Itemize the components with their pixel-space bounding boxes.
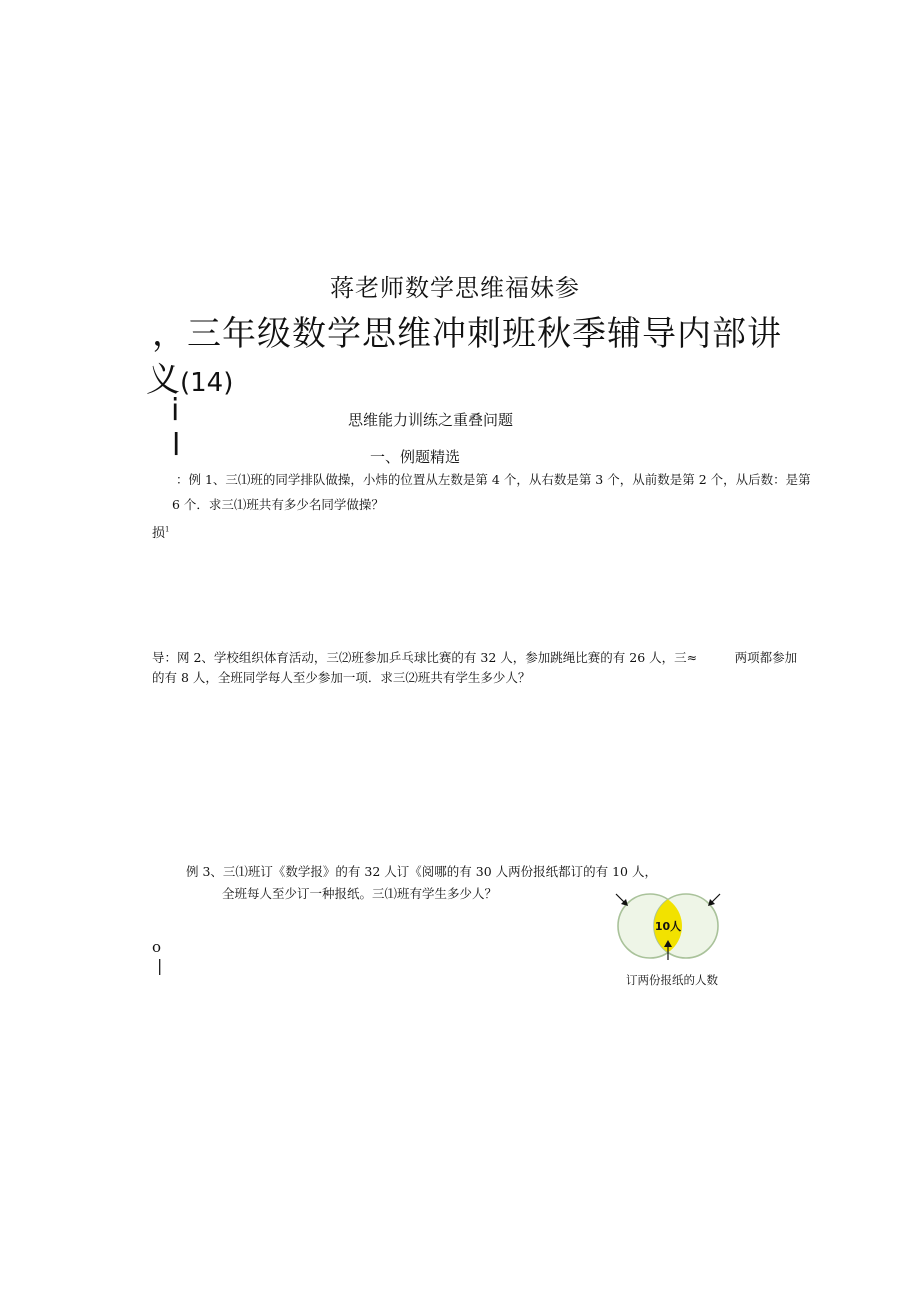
- arrow-left-icon: [616, 894, 628, 906]
- section-subtitle: 思维能力训练之重叠问题: [348, 411, 514, 429]
- note-superscript: 1: [165, 525, 170, 534]
- document-title-line1: ，三年级数学思维冲刺班秋季辅导内部讲: [152, 314, 782, 354]
- margin-mark-i: i: [171, 393, 180, 428]
- example-2-line1: 导：网 2、学校组织体育活动，三⑵班参加乒乓球比赛的有 32 人，参加跳绳比赛的有 26 人，三≈ 两项都参加: [152, 650, 798, 665]
- title-lesson-number: (14): [180, 368, 234, 398]
- example-2-line2: 的有 8 人，全班同学每人至少参加一项．求三⑵班共有学生多少人？: [152, 670, 531, 685]
- stray-note: [152, 522, 169, 541]
- venn-diagram: [612, 890, 724, 960]
- document-title-line2: [146, 352, 233, 401]
- title-line2-text: 义: [146, 360, 180, 400]
- margin-mark-o: o: [152, 938, 162, 956]
- page-header: 蒋老师数学思维福妹参: [330, 274, 580, 302]
- note-text: 损: [152, 526, 166, 541]
- venn-caption: 订两份报纸的人数: [626, 973, 718, 987]
- section-heading: 一、例题精选: [370, 448, 461, 466]
- venn-overlap-label: 10人: [654, 920, 682, 933]
- margin-mark-bar: |: [157, 956, 163, 975]
- example-3-line2: 全班每人至少订一种报纸。三⑴班有学生多少人？: [222, 886, 498, 901]
- example-1-line1: ：例 1、三⑴班的同学排队做操，小炜的位置从左数是第 4 个，从右数是第 3 个，从前数是第 2 个，从后数：是第: [176, 472, 811, 487]
- margin-mark-l: l: [172, 428, 181, 463]
- example-3-line1: 例 3、三⑴班订《数学报》的有 32 人订《阅哪的有 30 人两份报纸都订的有 10 人，: [186, 864, 657, 879]
- example-1-line2: 6 个．求三⑴班共有多少名同学做操？: [172, 497, 384, 512]
- arrow-right-icon: [708, 894, 720, 906]
